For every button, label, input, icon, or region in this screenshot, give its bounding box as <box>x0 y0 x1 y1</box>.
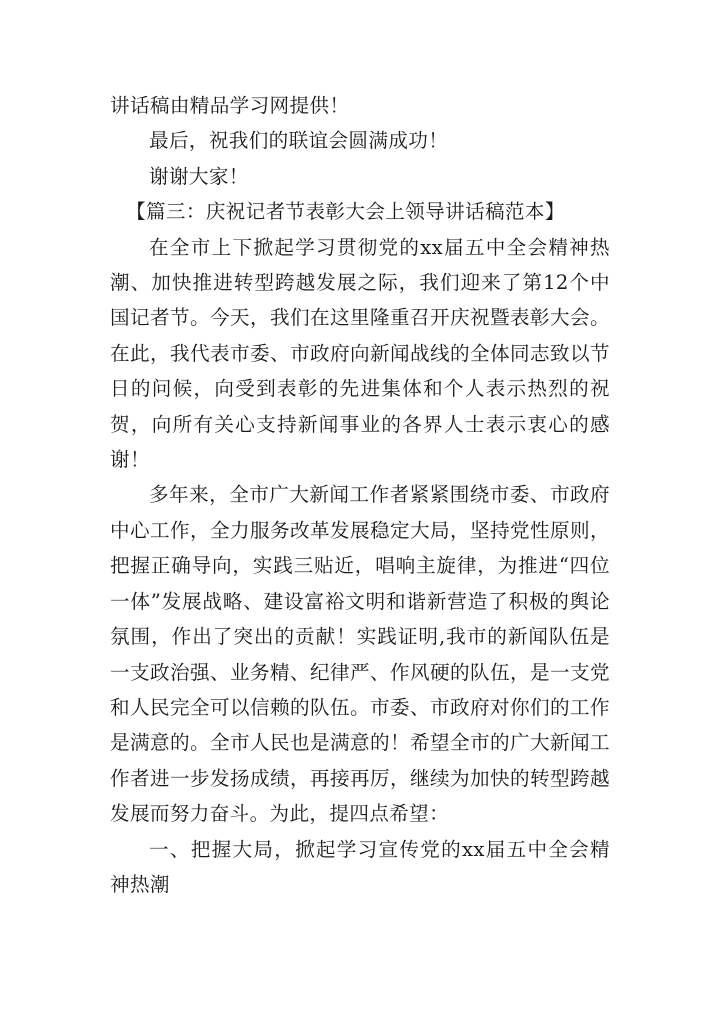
paragraph-achievements: 多年来，全市广大新闻工作者紧紧围绕市委、市政府中心工作，全力服务改革发展稳定大局，坚持党性原则，把握正确导向，实践三贴近，唱响主旋律，为推进“四位一体”发展战略、建设富裕文明和谐新营造了积极的舆论氛围，作出了突出的贡献！实践证明,我市的新闻队伍是一支政治强、业务精、纪律严、作风硬的队伍，是一支党和人民完全可以信赖的队伍。市委、市政府对你们的工作是满意的。全市人民也是满意的！希望全市的广大新闻工作者进一步发扬成绩，再接再厉，继续为加快的转型跨越发展而努力奋斗。为此，提四点希望： <box>110 483 610 826</box>
paragraph-point-one: 一、把握大局，掀起学习宣传党的xx届五中全会精神热潮 <box>110 837 610 896</box>
paragraph-closing-wish: 最后，祝我们的联谊会圆满成功！ <box>149 129 449 153</box>
paragraph-thanks: 谢谢大家！ <box>149 164 249 188</box>
paragraph-source-note: 讲话稿由精品学习网提供！ <box>110 94 350 117</box>
document-body <box>110 88 610 902</box>
section-heading: 【篇三：庆祝记者节表彰大会上领导讲话稿范本】 <box>126 200 565 224</box>
paragraph-opening: 在全市上下掀起学习贯彻党的xx届五中全会精神热潮、加快推进转型跨越发展之际，我们迎来了第12个中国记者节。今天，我们在这里隆重召开庆祝暨表彰大会。在此，我代表市委、市政府向新闻战线的全体同志致以节日的问候，向受到表彰的先进集体和个人表示热烈的祝贺，向所有关心支持新闻事业的各界人士表示衷心的感谢！ <box>110 235 610 472</box>
